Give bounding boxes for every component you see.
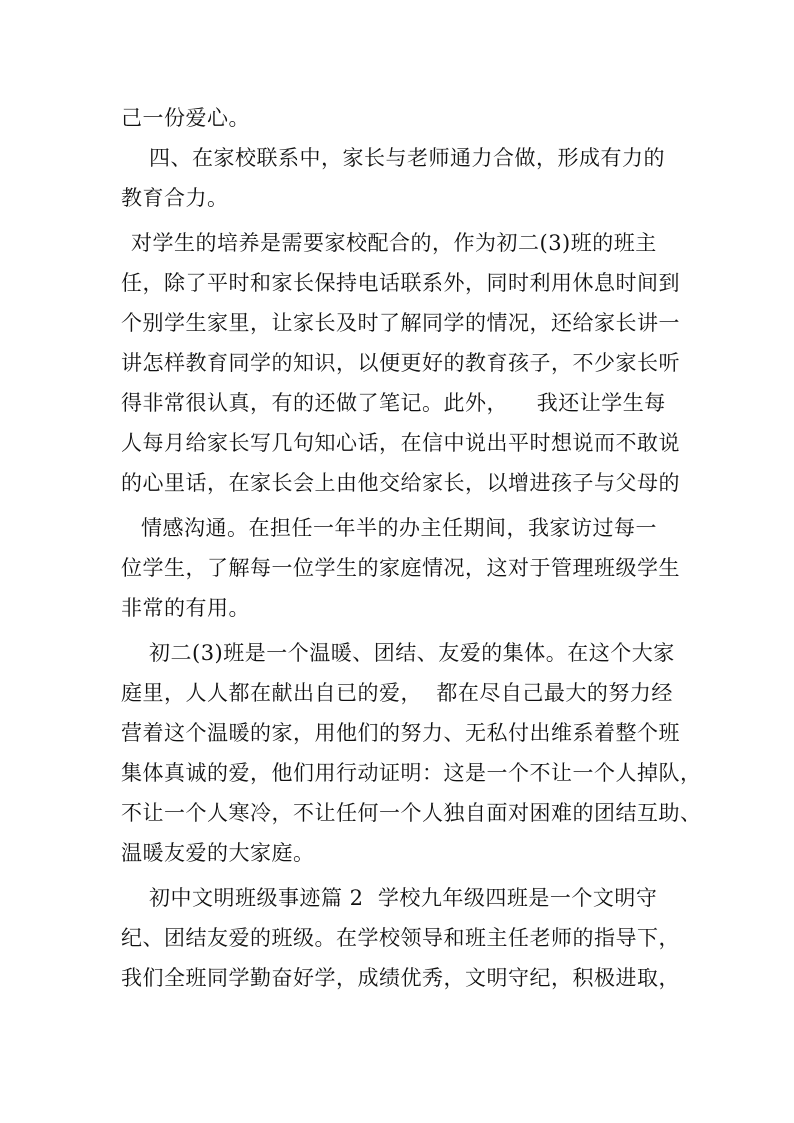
text-line: 人每月给家长写几句知心话，在信中说出平时想说而不敢说 <box>121 431 680 455</box>
text-line: 集体真诚的爱，他们用行动证明：这是一个不让一个人掉队， <box>121 761 702 785</box>
text-line: 个别学生家里，让家长及时了解同学的情况，还给家长讲一 <box>121 311 680 335</box>
text-line: 温暖友爱的大家庭。 <box>121 841 315 865</box>
section-heading-line: 四、在家校联系中，家长与老师通力合做，形成有力的 <box>149 146 665 170</box>
text-line: 纪、团结友爱的班级。在学校领导和班主任老师的指导下， <box>121 926 680 950</box>
text-line: 位学生，了解每一位学生的家庭情况，这对于管理班级学生 <box>121 556 680 580</box>
text-line: 己一份爱心。 <box>121 106 250 130</box>
text-line: 得非常很认真，有的还做了笔记。此外， 我还让学生每 <box>121 391 666 415</box>
text-line: 我们全班同学勤奋好学，成绩优秀，文明守纪，积极进取， <box>121 966 680 990</box>
text-line: 情感沟通。在担任一年半的办主任期间，我家访过每一 <box>141 516 657 540</box>
text-line: 非常的有用。 <box>121 596 250 620</box>
text-line: 庭里，人人都在献出自已的爱， 都在尽自己最大的努力经 <box>121 681 673 705</box>
text-line: 初中文明班级事迹篇 2 学校九年级四班是一个文明守 <box>149 886 658 910</box>
text-line: 初二(3)班是一个温暖、团结、友爱的集体。在这个大家 <box>149 641 675 665</box>
text-line: 不让一个人寒冷，不让任何一个人独自面对困难的团结互助、 <box>121 801 702 825</box>
text-line: 讲怎样教育同学的知识，以便更好的教育孩子，不少家长听 <box>121 351 680 375</box>
section-heading-line: 教育合力。 <box>121 186 229 210</box>
text-line: 营着这个温暖的家，用他们的努力、无私付出维系着整个班 <box>121 721 680 745</box>
text-line: 任，除了平时和家长保持电话联系外，同时利用休息时间到 <box>121 271 680 295</box>
text-line: 的心里话，在家长会上由他交给家长，以增进孩子与父母的 <box>121 471 680 495</box>
text-line: 对学生的培养是需要家校配合的，作为初二(3)班的班主 <box>131 231 657 255</box>
